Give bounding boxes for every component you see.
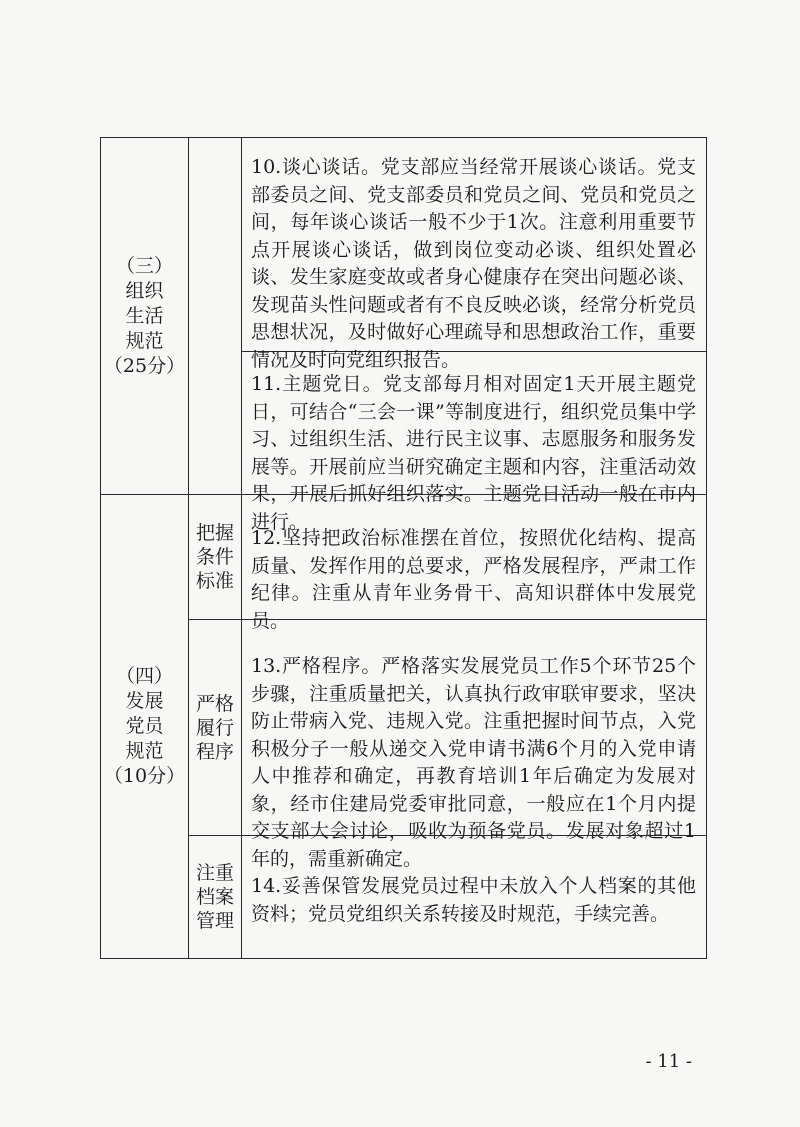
category-line: 发展 — [125, 690, 164, 712]
page-number: - 11 - — [645, 1051, 692, 1072]
subcategory-line: 档案 — [195, 886, 234, 908]
subcategory-line: 条件 — [195, 546, 234, 568]
category-line: （三） — [115, 254, 173, 277]
item-text: 13.严格程序。严格落实发展党员工作5个环节25个步骤，注重质量把关，认真执行政审联审要求，坚决防止带病入党、违规入党。注重把握时间节点，入党积极分子一般从递交入党申请书满6个月的入党申请人中推荐和确定，再教育培训1年后确定为发展对象，经市住建局党委审批同意，一般应在1个月内提交支部大会讨论，吸收为预备党员。发展对象超过1年的，需重新确定。 — [251, 655, 696, 870]
category-line: 生活 — [125, 304, 164, 327]
subcategory-strict-procedure — [189, 620, 241, 835]
category-organization-life — [101, 138, 188, 494]
item-text: 10.谈心谈话。党支部应当经常开展谈心谈话。党支部委员之间、党支部委员和党员之间、党员和党员之间，每年谈心谈话一般不少于1次。注意利用重要节点开展谈心谈话，做到岗位变动必谈、组织处置必谈、发生家庭变故或者身心健康存在突出问题必谈、发现苗头性问题或者有不良反映必谈，经常分析党员思想状况，及时做好心理疏导和思想政治工作，重要情况及时向党组织报告。 — [251, 156, 696, 371]
category-line: 党员 — [125, 715, 164, 737]
item-11-theme-party-day — [242, 371, 706, 536]
subcategory-line: 严格 — [195, 692, 234, 715]
category-party-member-development — [101, 495, 188, 958]
item-text: 11.主题党日。党支部每月相对固定1天开展主题党日，可结合“三会一课”等制度进行，组织党员集中学习、过组织生活、进行民主议事、志愿服务和服务发展等。开展前应当研究确定主题和内容，注重活动效果，开展后抓好组织落实。主题党日活动一般在市内进行。 — [251, 373, 696, 533]
category-line: 规范 — [125, 329, 164, 352]
item-14-archive-management — [242, 873, 706, 928]
category-line: （四） — [115, 665, 173, 687]
item-13-strict-procedure — [242, 653, 706, 873]
subcategory-empty — [189, 138, 241, 494]
item-12-political-standard — [242, 525, 706, 635]
subcategory-admission-standards — [189, 495, 241, 619]
item-10-heart-to-heart-talk — [242, 154, 706, 374]
category-line: （25分） — [103, 354, 186, 377]
category-line: （10分） — [103, 765, 186, 787]
category-line: 组织 — [125, 279, 164, 302]
subcategory-archive-management — [189, 836, 241, 958]
subcategory-line: 履行 — [195, 716, 234, 739]
item-text: 12.坚持把政治标准摆在首位，按照优化结构、提高质量、发挥作用的总要求，严格发展程序，严肃工作纪律。注重从青年业务骨干、高知识群体中发展党员。 — [251, 527, 696, 632]
subcategory-line: 把握 — [195, 522, 234, 544]
subcategory-line: 标准 — [195, 570, 234, 592]
item-text: 14.妥善保管发展党员过程中未放入个人档案的其他资料；党员党组织关系转接及时规范，手续完善。 — [251, 875, 696, 925]
subcategory-line: 管理 — [195, 910, 234, 932]
evaluation-table — [100, 137, 707, 959]
category-line: 规范 — [125, 740, 164, 762]
subcategory-line: 程序 — [195, 740, 234, 763]
subcategory-line: 注重 — [195, 862, 234, 884]
